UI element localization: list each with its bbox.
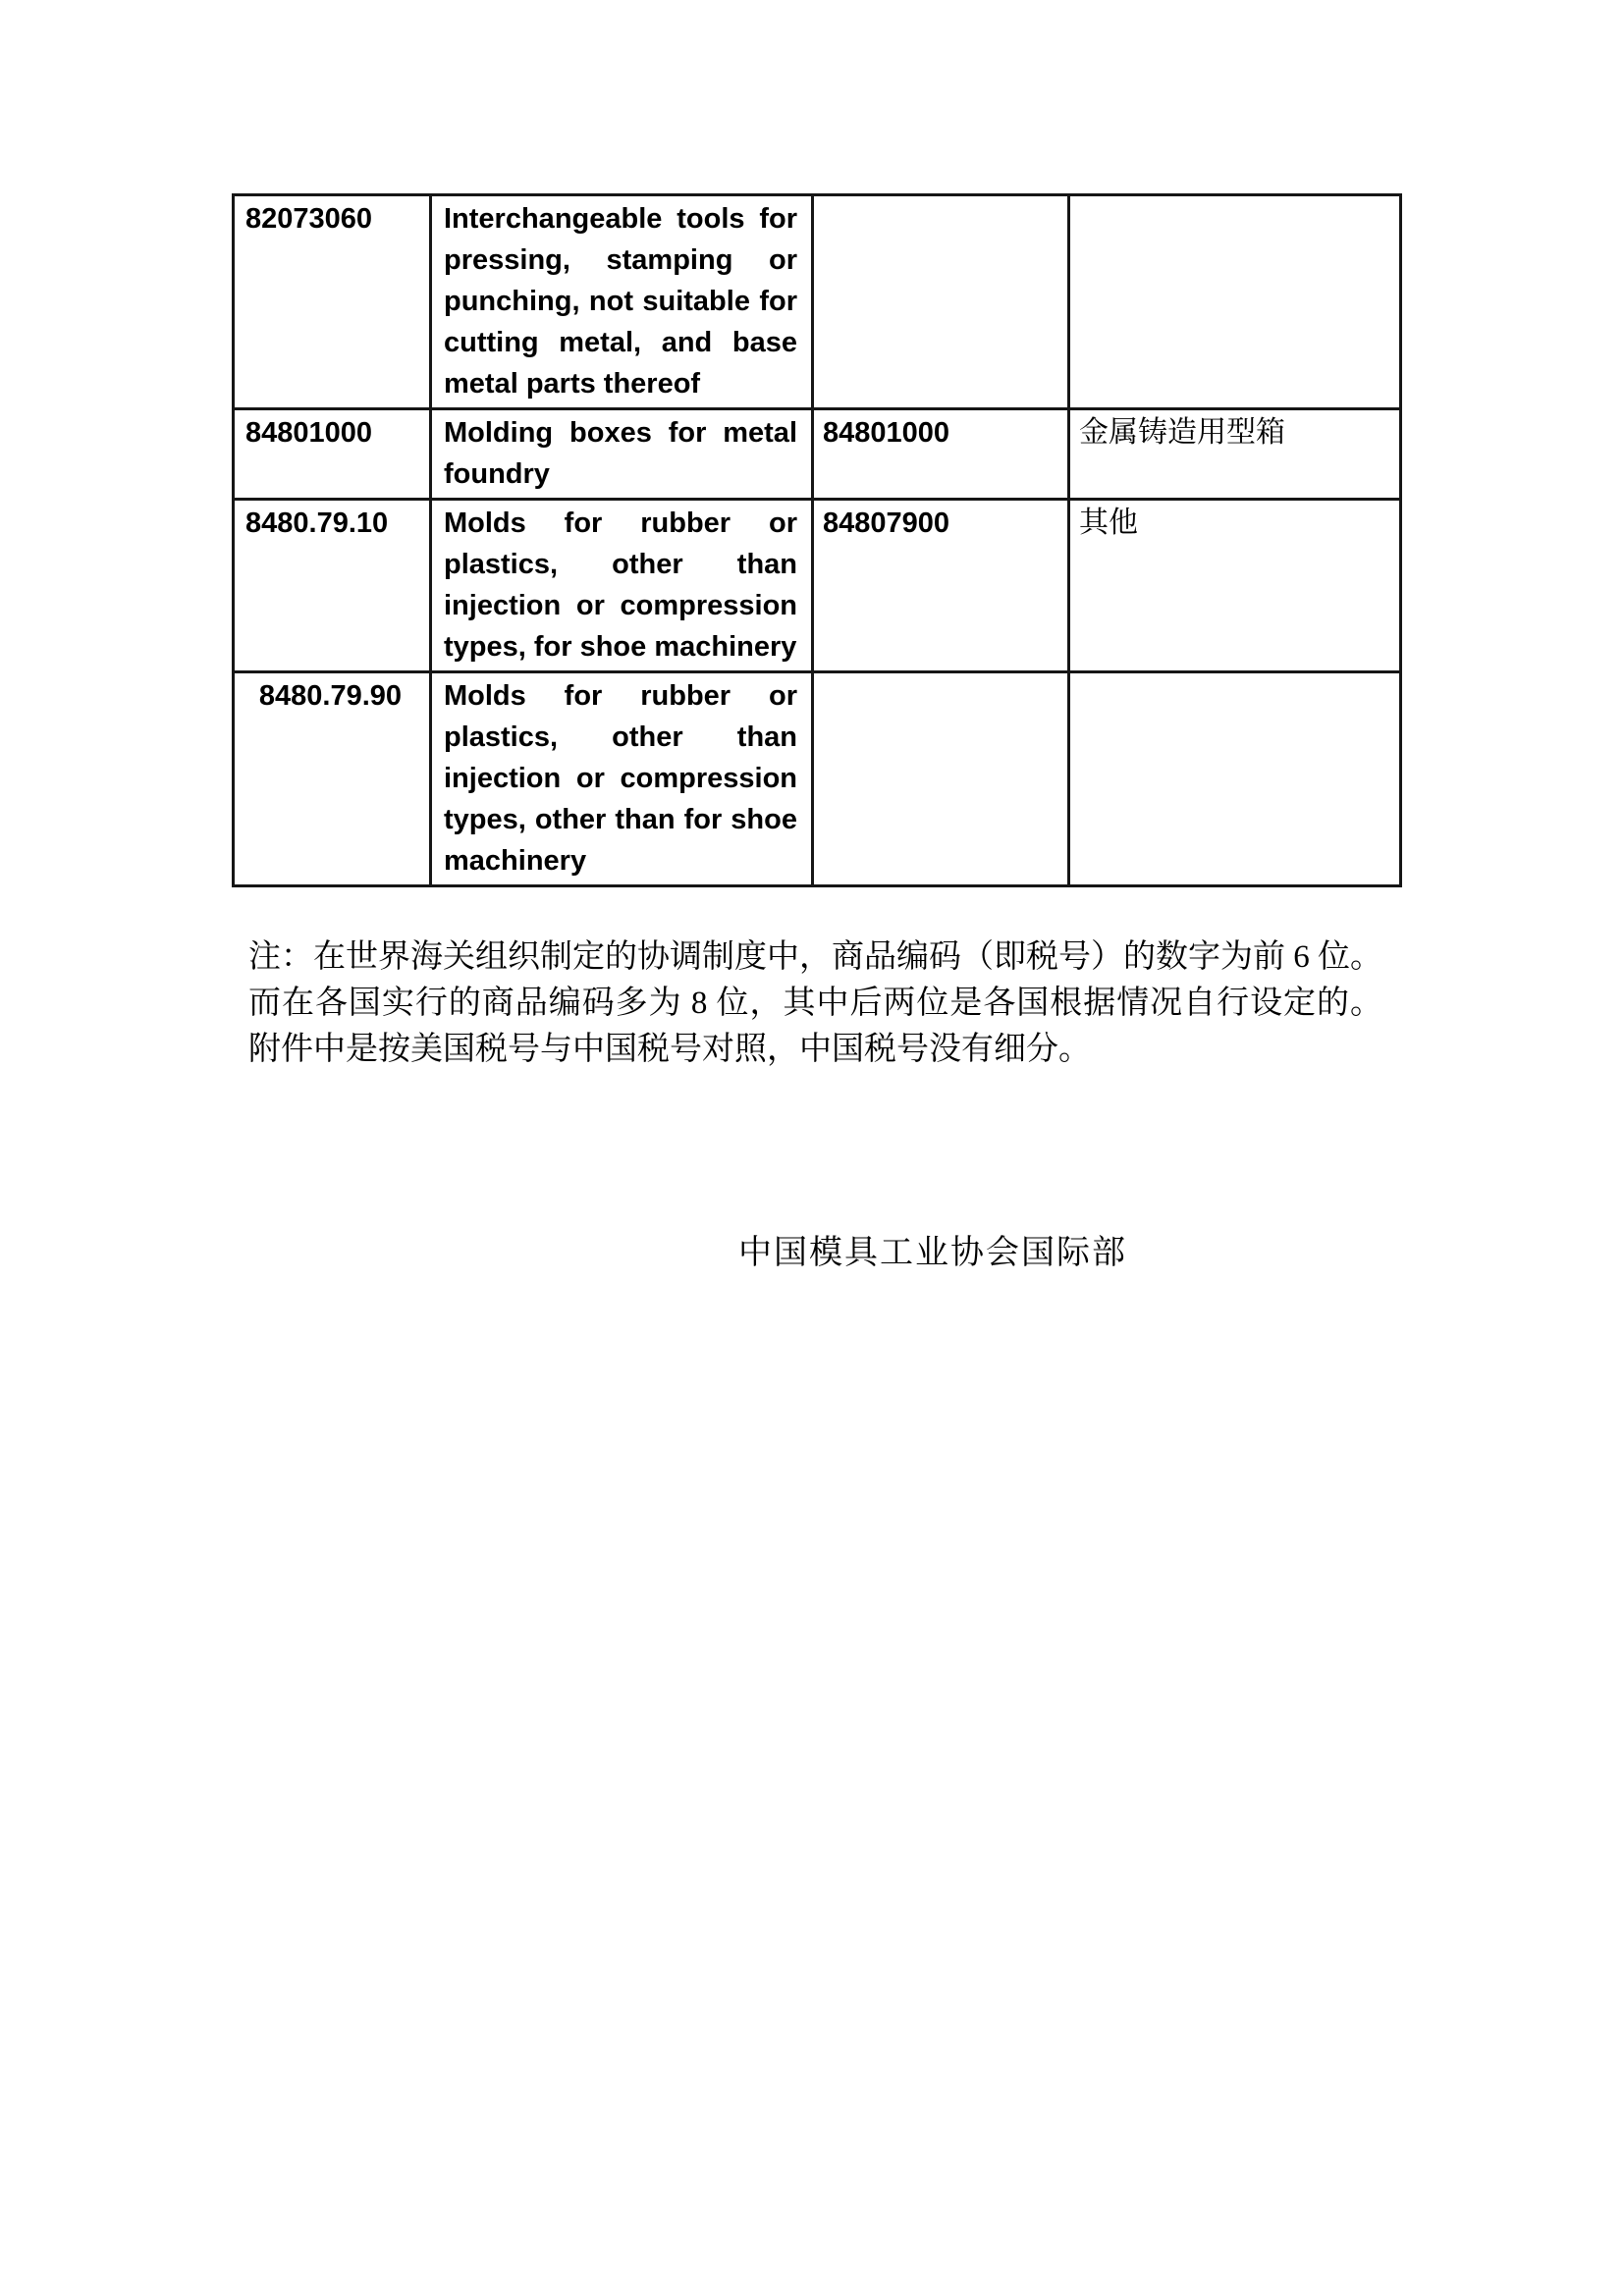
cn-description: 金属铸造用型箱 [1069,409,1401,500]
us-description [431,672,813,886]
text-line: Interchangeable tools for [444,203,797,235]
text-line: 注：在世界海关组织制定的协调制度中，商品编码（即税号）的数字为前 6 位。 [248,939,1382,975]
us-description [431,500,813,672]
cn-code [813,672,1069,886]
text-line: injection or compression [444,590,797,621]
cn-description: 其他 [1069,500,1401,672]
text-line: plastics, other than [444,721,797,753]
table-row [234,409,1401,500]
hs-code-comparison-table [232,193,1402,887]
us-code: 8480.79.10 [234,500,431,672]
us-code: 84801000 [234,409,431,500]
text-line: types, other than for shoe [444,804,797,835]
table-row [234,672,1401,886]
text-line: Molding boxes for metal [444,417,797,449]
cn-code: 84807900 [813,500,1069,672]
note-paragraph [248,934,1382,1073]
text-line: machinery [444,845,587,877]
table-row [234,195,1401,409]
table-row [234,500,1401,672]
us-code: 8480.79.90 [234,672,431,886]
text-line: cutting metal, and base [444,327,797,358]
us-code: 82073060 [234,195,431,409]
text-line: metal parts thereof [444,368,701,400]
text-line: Molds for rubber or [444,680,797,712]
us-description [431,409,813,500]
us-description [431,195,813,409]
cn-description [1069,672,1401,886]
text-line: Molds for rubber or [444,507,797,539]
text-line: punching, not suitable for [444,286,797,317]
text-line: 而在各国实行的商品编码多为 8 位，其中后两位是各国根据情况自行设定的。 [248,986,1382,1021]
text-line: pressing, stamping or [444,244,797,276]
text-line: plastics, other than [444,549,797,580]
text-line: injection or compression [444,763,797,794]
signature-line: 中国模具工业协会国际部 [738,1235,1127,1271]
cn-description [1069,195,1401,409]
cn-code [813,195,1069,409]
text-line: 附件中是按美国税号与中国税号对照，中国税号没有细分。 [248,1032,1091,1067]
text-line: types, for shoe machinery [444,631,797,663]
cn-code: 84801000 [813,409,1069,500]
text-line: foundry [444,458,550,490]
